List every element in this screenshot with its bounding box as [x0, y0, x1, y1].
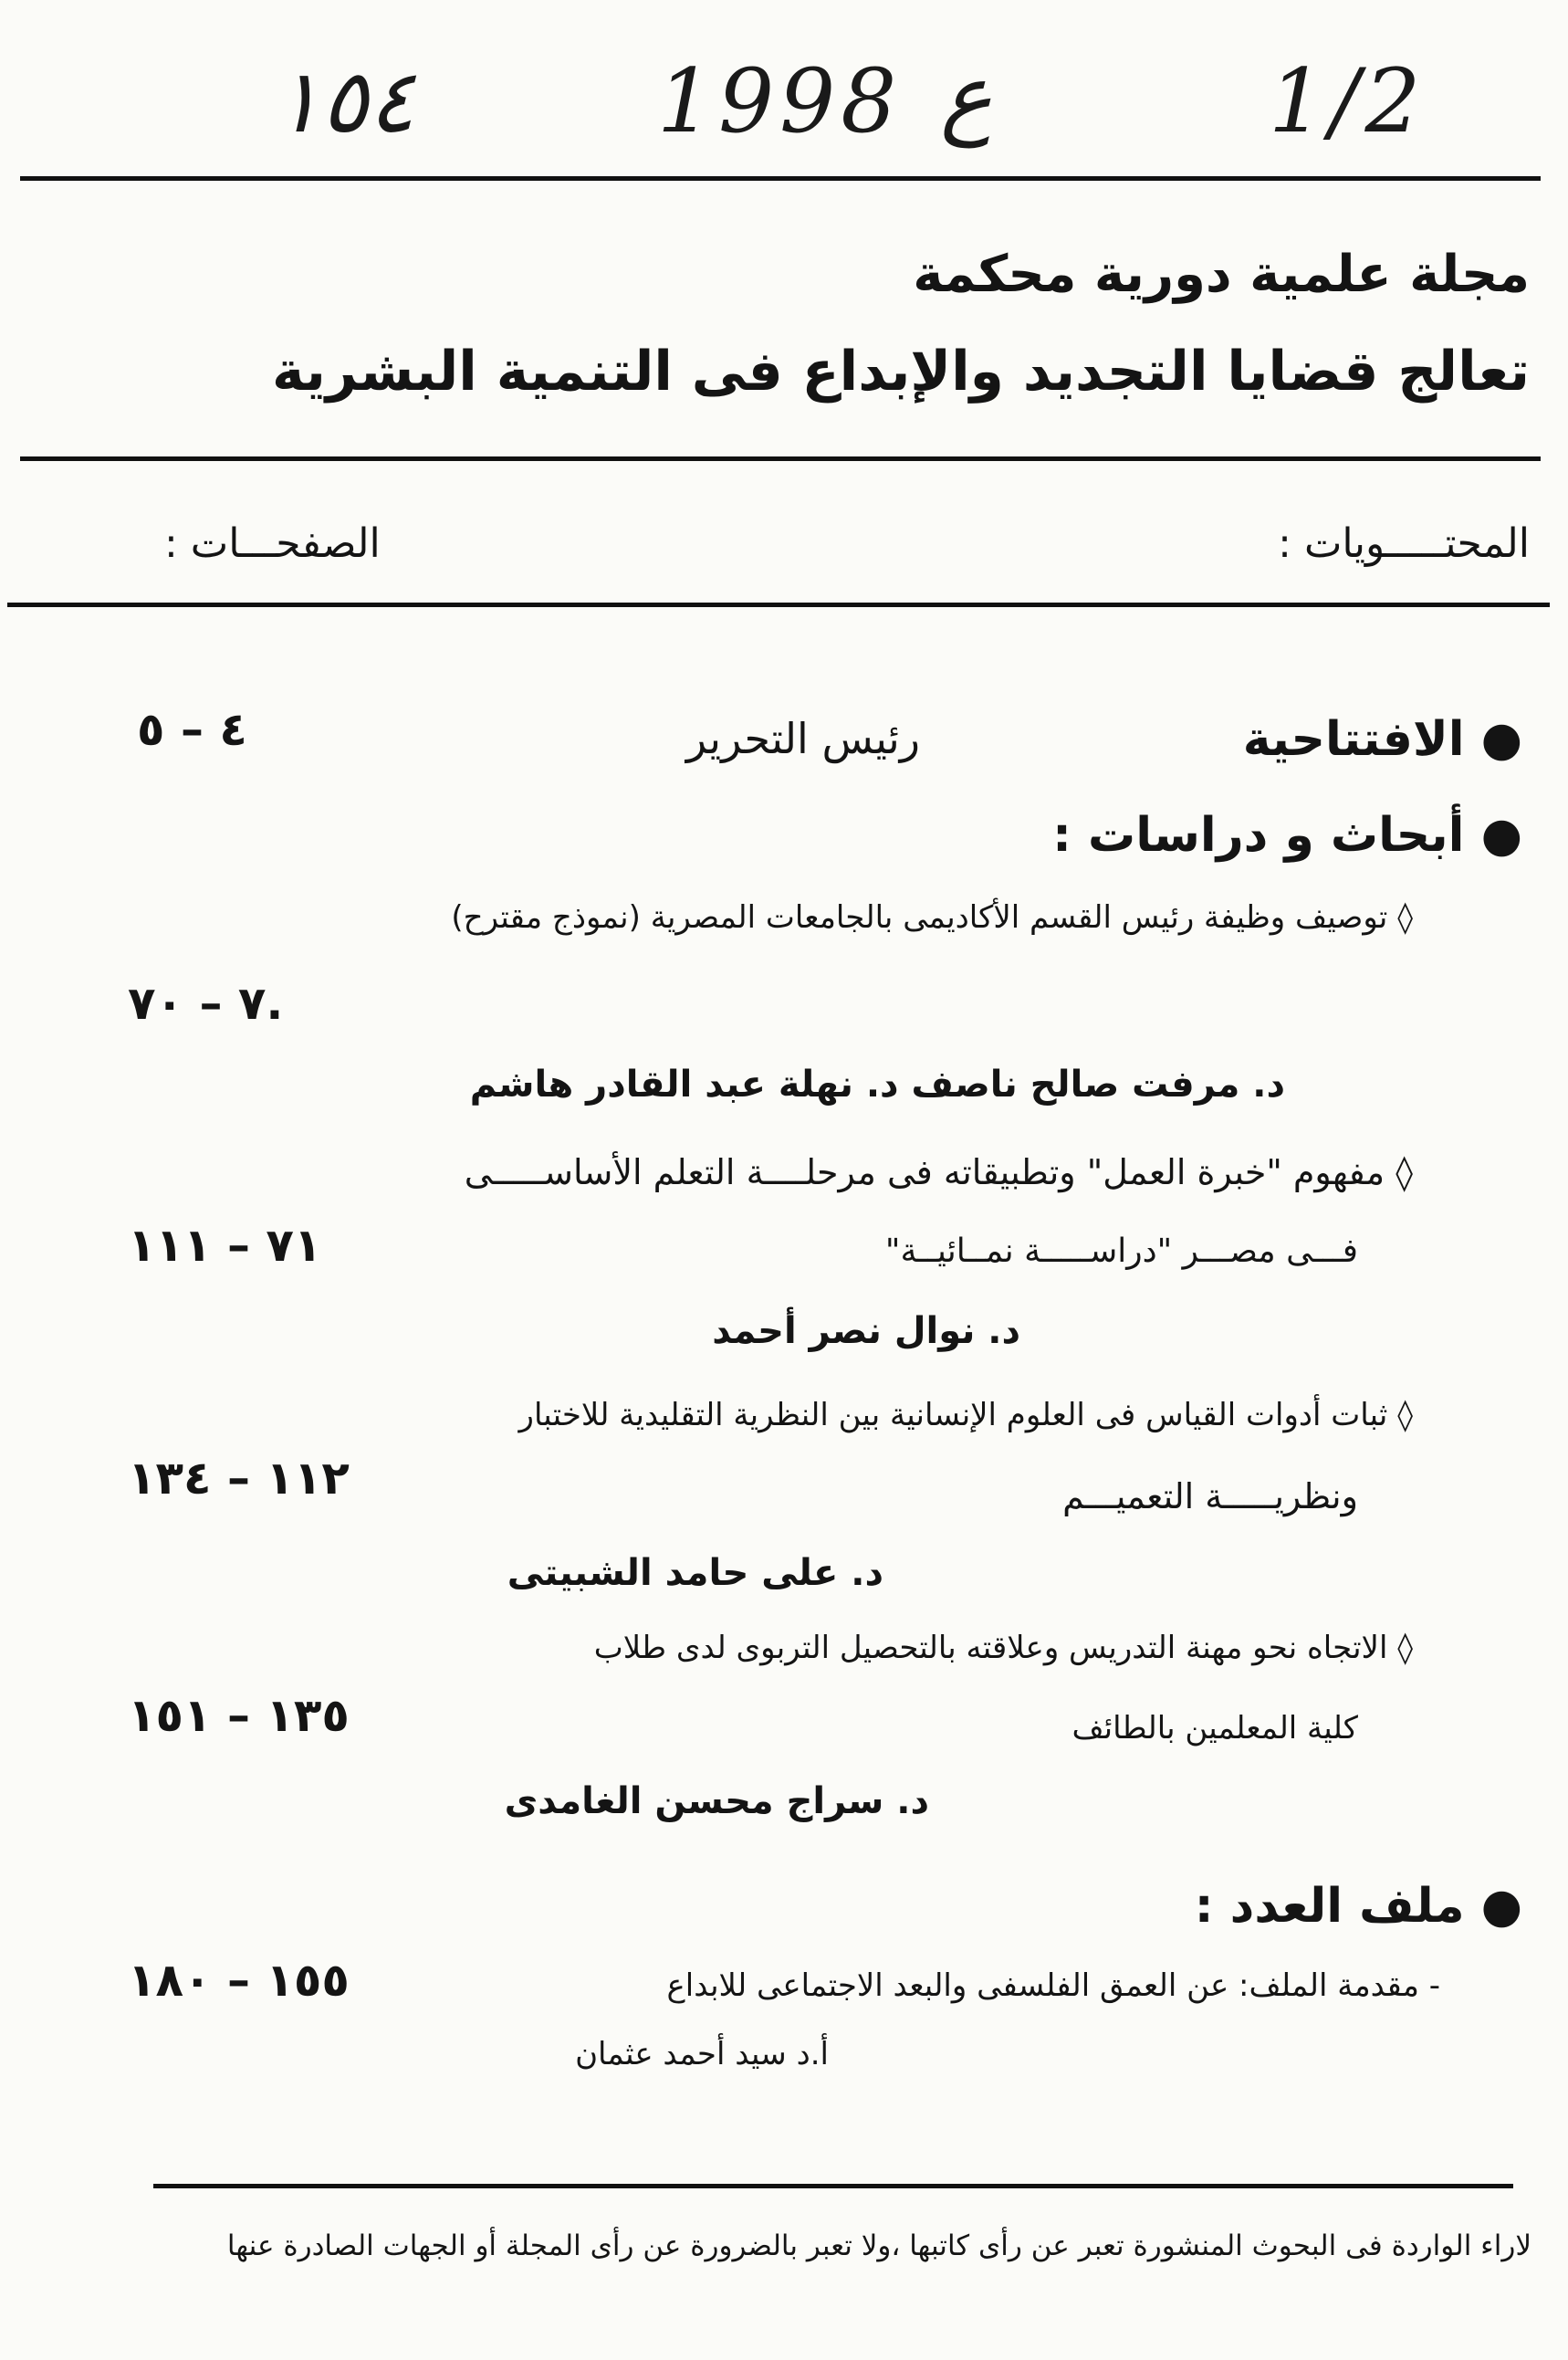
- article-3-author: د. على حامد الشبيتى: [507, 1552, 883, 1594]
- article-3-title-line1: ◊ ثبات أدوات القياس فى العلوم الإنسانية بين النظرية التقليدية للاختبار: [518, 1397, 1413, 1433]
- research-section-label-text: أبحاث و دراسات :: [1052, 808, 1465, 863]
- article-1-authors: د. مرفت صالح ناصف د. نهلة عبد القادر هاشم: [469, 1064, 1285, 1106]
- article-2-title-line2: فـــى مصـــر "دراســـــة نمــائيــة": [884, 1232, 1358, 1270]
- article-4-pages: ١٣٥ – ١٥١: [128, 1689, 350, 1742]
- article-2-pages: ٧١ – ١١١: [128, 1219, 322, 1272]
- footer-divider: [153, 2184, 1513, 2188]
- article-4-title-line2: كلية المعلمين بالطائف: [1071, 1710, 1358, 1746]
- pages-label: الصفحـــات :: [164, 520, 381, 567]
- handwritten-mark: ع: [940, 46, 993, 148]
- editorial-author: رئيس التحرير: [685, 714, 920, 763]
- article-2-title-line1: ◊ مفهوم "خبرة العمل" وتطبيقاته فى مرحلــــة التعلم الأساســـــى: [464, 1152, 1413, 1192]
- editorial-label-text: الافتتاحية: [1242, 712, 1465, 767]
- title-divider: [20, 456, 1541, 461]
- editorial-label: ● الافتتاحية: [1242, 712, 1522, 767]
- contents-divider: [7, 603, 1550, 607]
- article-4-author: د. سراج محسن الغامدى: [504, 1780, 929, 1822]
- handwritten-year: 1998: [657, 50, 903, 152]
- article-1-title: ◊ توصيف وظيفة رئيس القسم الأكاديمى بالجامعات المصرية (نموذج مقترح): [451, 899, 1413, 936]
- article-2-author: د. نوال نصر أحمد: [712, 1310, 1020, 1352]
- article-3-title-line2: ونظريـــــة التعميـــم: [1062, 1476, 1358, 1516]
- dossier-pages: ١٥٥ – ١٨٠: [128, 1954, 350, 2007]
- footer-note: لاراء الواردة فى البحوث المنشورة تعبر عن رأى كاتبها ،ولا تعبر بالضرورة عن رأى المجلة أو الجهات الصادرة عنها: [226, 2229, 1531, 2262]
- handwritten-issue-number: ١٥٤: [274, 50, 415, 152]
- dossier-author: أ.د سيد أحمد عثمان: [575, 2036, 829, 2072]
- handwritten-fraction: 1/2: [1269, 50, 1427, 152]
- contents-label: المحتـــــويات :: [1278, 520, 1530, 567]
- article-3-pages: ١١٢ – ١٣٤: [128, 1452, 350, 1505]
- article-4-title-line1: ◊ الاتجاه نحو مهنة التدريس وعلاقته بالتحصيل التربوى لدى طلاب: [593, 1630, 1413, 1666]
- dossier-section-label: ● ملف العدد :: [1194, 1879, 1522, 1934]
- top-divider: [20, 176, 1541, 181]
- research-section-label: ● أبحاث و دراسات :: [1052, 808, 1522, 863]
- journal-title-line1: مجلة علمية دورية محكمة: [913, 245, 1530, 304]
- dossier-section-label-text: ملف العدد :: [1194, 1879, 1465, 1934]
- dossier-item: - مقدمة الملف: عن العمق الفلسفى والبعد الاجتماعى للابداع: [666, 1967, 1440, 2004]
- article-1-pages: ٧ – ٧٠.: [128, 977, 284, 1030]
- editorial-pages: ٤ – ٥: [137, 703, 247, 756]
- journal-title-line2: تعالج قضايا التجديد والإبداع فى التنمية البشرية: [271, 340, 1530, 404]
